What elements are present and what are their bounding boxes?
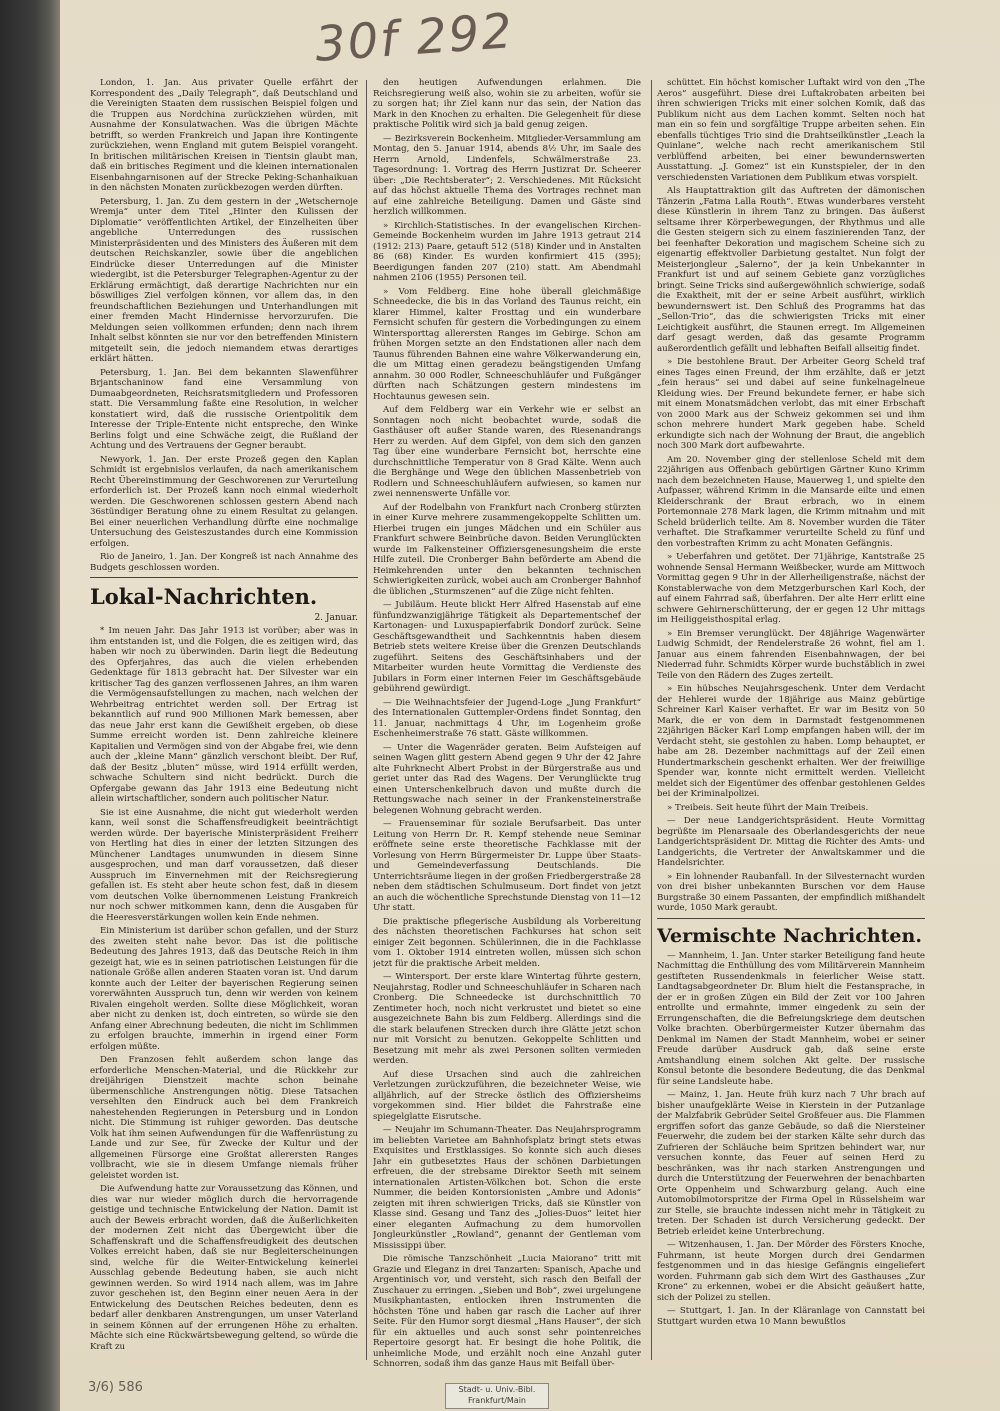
section-heading-lokal: Lokal-Nachrichten. (90, 584, 318, 609)
article: » Ein hübsches Neujahrsgeschenk. Unter dem Verdacht der Hehlerei wurde der 18jährige aus Mainz gebürtige Schreiner Karl Kaiser verhaftet. Er war im Besitz von 50 Mark, die er von dem in Darmstadt festgenommenen 22jährigen Bäcker Karl Lomp empfangen haben will, der im Verdacht steht, sie gestohlen zu haben. Lomp behauptet, er habe am 28. Dezember nachmittags auf der Zeil einen Hundertmarkschein geschenkt erhalten. Wer der freiwillige Spender war, konnte nicht ermittelt werden. Vielleicht meldet sich der Eigentümer des offenbar gestohlenen Geldes bei der Kriminalpolizei. (657, 684, 925, 799)
column-rule-2 (651, 80, 652, 1360)
article: Sie ist eine Ausnahme, die nicht gut wiederholt werden kann, weil sonst die Schaffensfreudigkeit beeinträchtigt werden würde. Der bayerische Ministerpräsident Freiherr von Hertling hat dies in einer der letzten Sitzungen des Münchener Landtages unumwunden in diesem Sinne ausgesprochen, und man darf voraussetzen, daß dieser Ausspruch im Einvernehmen mit der Reichsregierung gefallen ist. Es steht aber heute schon fest, daß in diesem vom deutschen Volke übernommenen Leistung Frankreich nur noch schwer mitkommen kann, denn die Ausgaben für die Heeresverstärkungen wollen kein Ende nehmen. (90, 807, 358, 923)
article: Newyork, 1. Jan. Der erste Prozeß gegen den Kaplan Schmidt ist ergebnislos verlaufen, da nach amerikanischem Recht Übereinstimmung der Geschworenen zur Verurteilung erforderlich ist. Der Prozeß kann noch einmal wiederholt werden. Die Geschworenen schlossen gestern Abend nach 36stündiger Beratung ohne zu einem Resultat zu gelangen. Bei einer neuerlichen Verhandlung dürfte eine nochmalige Untersuchung des Geisteszustandes durch eine Kommission erfolgen. (90, 454, 358, 549)
section-divider (657, 918, 925, 919)
article: » Treibeis. Seit heute führt der Main Treibeis. (667, 802, 869, 813)
article: — Der neue Landgerichtspräsident. Heute Vormittag begrüßte im Plenarsaale des Oberlandesgerichts der neue Landgerichtspräsident Dr. Mittag die Richter des Amts- und Landgerichts, die Vertreter der Anwaltskammer und die Handelsrichter. (657, 816, 925, 868)
article: — Wintersport. Der erste klare Wintertag führte gestern, Neujahrstag, Rodler und Schneeschuhläufer in Scharen nach Cronberg. Die Schneedecke ist durchschnittlich 70 Zentimeter hoch, noch nicht verkrustet und bietet so eine ausgezeichnete Bahn bis zum Feldberg. Allerdings sind die die stark belaufenen Strecken durch ihre Glätte jetzt schon nur mit Vorsicht zu benutzen. Gekoppelte Schlitten und Besetzung mit mehr als zwei Personen sollten vermieden werden. (373, 972, 641, 1066)
article: Als Hauptattraktion gilt das Auftreten der dämonischen Tänzerin „Fatma Lalla Routh“. Etwas wunderbares versteht diese Künstlerin in ihrem Tanz zu bringen. Das äußerst seltsame ihrer Körperbewegungen, der Rhythmus und alle die Gesten steigern sich zu einem faszinierenden Tanz, der bei feenhafter Dekoration und magischem Scheine sich zu eigenartig effektvoller Darbietung gestaltet. Nun folgt der Meisterjongleur „Salerno“, der ja kein Unbekannter in Frankfurt ist und auf seinem Gebiete ganz vorzügliches bringt. Seine Tricks sind außergewöhnlich schwierige, sodaß die Exaktheit, mit der er seine Arbeit ausführt, wirklich bewundernswert ist. Den Schluß des Programms hat das „Sellon-Trio“, das die schwierigsten Tricks mit einer Leichtigkeit ausführt, die Staunen erregt. Im Allgemeinen darf gesagt werden, daß das gesamte Programm außerordentlich gefällt und lebhaften Beifall allseitig findet. (657, 186, 925, 354)
article: » Ein Bremser verunglückt. Der 48jährige Wagenwärter Ludwig Schmidt, der Rendelerstraße 26 wohnt, fiel am 1. Januar aus einem fahrenden Eisenbahnwagen, der bei Niederrad fuhr. Schmidts Körper wurde buchstäblich in zwei Teile von den Rädern des Zuges zerteilt. (657, 628, 925, 681)
book-binding (0, 0, 62, 1411)
article: » Vom Feldberg. Eine hohe überall gleichmäßige Schneedecke, die bis in das Vorland des Taunus reicht, ein klarer Himmel, kalter Frosttag und ein wunderbare Fernsicht schufen für gestern die Vorbedingungen zu einem Wintersporttag allerersten Ranges im Gebirge. Schon am frühen Morgen setzte an den Endstationen aller nach dem Taunus führenden Bahnen eine wahre Völkerwanderung ein, die um Mittag einen geradezu beängstigenden Umfang annahm. 30 000 Rodler, Schneeschuhläufer und Fußgänger dürften nach Schätzungen gestern mindestens im Hochtaunus gewesen sein. (373, 286, 641, 402)
article: Am 20. November ging der stellenlose Scheld mit dem 22jährigen aus Offenbach gebürtigen Gärtner Kuno Krimm nach dem bezeichneten Hause, Mauerweg 1, und spielte den Aufpasser, während Krimm in die Mansarde eilte und einen Kleiderschrank der Braut erbrach, wo in einem Portemonnaie 278 Mark lagen, die Krimm mitnahm und mit Scheld brüderlich teilte. Am 8. November wurden die Täter verhaftet. Die Strafkammer verurteilte Scheld zu fünf und den vorbestraften Krimm zu acht Monaten Gefängnis. (657, 454, 925, 549)
article: Auf dem Feldberg war ein Verkehr wie er selbst an Sonntagen noch nicht beobachtet wurde, sodaß die Gasthäuser oft außer Stande waren, des Riesenandrangs Herr zu werden. Auf dem Gipfel, von dem sich den ganzen Tag über eine wunderbare Fernsicht bot, herrschte eine durchschnittliche Temperatur von 8 Grad Kälte. Wenn auch die Berghänge und Wege den üblichen Massenbetrieb von Rodlern und Schneeschuhläufern aufwiesen, so kamen nur zwei nennenswerte Unfälle vor. (373, 405, 641, 499)
article: — Die Weihnachtsfeier der Jugend-Loge „Jung Frankfurt“ des Internationalen Guttempler-Ordens findet Sonntag, den 11. Januar, nachmittags 4 Uhr, im Logenheim große Eschenheimerstraße 76 statt. Gäste willkommen. (373, 697, 641, 739)
handwritten-shelf-number: 30f 292 (313, 3, 516, 73)
article: Die Aufwendung hatte zur Voraussetzung das Können, und dies war nur wieder möglich durch die hervorragende geistige und technische Entwickelung der Nation. Damit ist auch der Beweis erbracht worden, daß die Äußerlichkeiten der modernen Zeit nicht das Übergewicht über die Schaffenskraft und die Schaffensfreudigkeit des deutschen Volkes erreicht haben, daß sie nur Begleiterscheinungen sind, welche für die Weiter-Entwickelung keinerlei Ausschlag gebende Bedeutung haben, sie auch nicht gewinnen werden. So wird 1914 nach allem, was im Jahre zuvor geschehen ist, den Beginn einer neuen Aera in der Entwickelung des Deutschen Reiches bedeuten, denn es bedarf aller denkbaren Anstrengungen, um unser Vaterland in seinem Können auf der errungenen Höhe zu erhalten. Mächte sich eine Rückwärtsbewegung geltend, so würde die Kraft zu (90, 1184, 358, 1352)
stamp-line-1: Stadt- u. Univ.-Bibl. (458, 1385, 536, 1394)
article: » Die bestohlene Braut. Der Arbeiter Georg Scheld traf eines Tages einen Freund, der ihm erzählte, daß er jetzt „fein heraus“ sei und dabei auf seine funkelnagelneue Kleidung wies. Der Freund bekundete ferner, er habe sich mit einem Monatsmädchen verlobt, das mit einer Erbschaft von 2000 Mark aus der Schweiz gekommen sei und ihm schon mehrere hundert Mark gegeben habe. Scheld erkundigte sich nach der Wohnung der Braut, die angeblich noch 300 Mark dort aufbewahrte. (657, 357, 925, 451)
article: — Frauenseminar für soziale Berufsarbeit. Das unter Leitung von Herrn Dr. R. Kempf stehende neue Seminar eröffnete seine erste theoretische Fachklasse mit der Vorlesung von Herrn Bürgermeister Dr. Luppe über Staats- und Gemeindeverfassung Deutschlands. Die Unterrichtsräume liegen in der großen Friedbergerstraße 28 neben dem städtischen Schulmuseum. Dort findet von jetzt an auch die wöchentliche Sprechstunde Dienstag von 11—12 Uhr statt. (373, 819, 641, 913)
article: Auf diese Ursachen sind auch die zahlreichen Verletzungen zurückzuführen, die bezeichneter Weise, wie alljährlich, auf der Strecke östlich des Offiziersheims vorgekommen sind. Hier bildet die Fahrstraße eine spiegelglatte Eisrutsche. (373, 1069, 641, 1122)
column-3 (657, 78, 925, 1378)
article: Rio de Janeiro, 1. Jan. Der Kongreß ist nach Annahme des Budgets geschlossen worden. (90, 552, 358, 573)
article: — Mainz, 1. Jan. Heute früh kurz nach 7 Uhr brach auf bisher unaufgeklärte Weise in Kierstein in der Putzanlage der Malzfabrik Gebrüder Seitel Großfeuer aus. Die Flammen ergriffen sofort das ganze Gebäude, so daß die Niersteiner Feuerwehr, die zudem bei der starken Kälte sehr durch das Zufrieren der Schläuche beim Spritzen behindert war, nur versuchen konnte, das Feuer auf seinen Herd zu beschränken, was ihr nach starken Anstrengungen und durch die Unterstützung der Feuerwehren der benachbarten Orte Oppenheim und Schwarzburg gelang. Auch eine Automobilmotorspritze der Firma Opel in Rüsselsheim war zur Stelle, sie brauchte indessen nicht mehr in Tätigkeit zu treten. Der Schaden ist durch Versicherung gedeckt. Der Betrieb erleidet keine Unterbrechung. (657, 1090, 925, 1237)
article: — Witzenhausen, 1. Jan. Der Mörder des Försters Knoche, Fuhrmann, ist heute Morgen durch drei Gendarmen festgenommen und in das hiesige Gefängnis eingeliefert worden. Fuhrmann gab sich dem Wirt des Gasthauses „Zur Krone“ zu erkennen, wobei er die Absicht geäußert hatte, sich der Polizei zu stellen. (657, 1240, 925, 1303)
column-rule-1 (366, 80, 367, 1360)
section-date: 2. Januar. (314, 613, 358, 623)
article: Petersburg, 1. Jan. Bei dem bekannten Slawenführer Brjantschaninow fand eine Versammlung von Dumaabgeordneten, Reichsratsmitgliedern und Professoren statt. Die Versammlung faßte eine Resolution, in welcher konstatiert wird, daß die russische Orientpolitik dem Interesse der Triple-Entente nicht entspreche, den Winke Berlins folgt und eine Schwäche zeigt, die Rußland der Achtung und des Vertrauens der Gegner beraubt. (90, 367, 358, 451)
library-stamp (445, 1383, 549, 1409)
article: Die praktische pflegerische Ausbildung als Vorbereitung des nächsten theoretischen Fachkurses hat schon seit einiger Zeit begonnen. Schülerinnen, die in die Fachklasse vom 1. Oktober 1914 eintreten wollen, müssen sich schon jetzt für die praktische Arbeit melden. (373, 916, 641, 969)
article: — Stuttgart, 1. Jan. In der Kläranlage von Cannstatt bei Stuttgart wurden etwa 10 Mann bewußtlos (657, 1306, 925, 1327)
article: — Mannheim, 1. Jan. Unter starker Beteiligung fand heute Nachmittag die Enthüllung des vom Militärverein Mannheim gestifteten Russendenkmals in feierlicher Weise statt. Landtagsabgeordneter Dr. Blum hielt die Festansprache, in der er in großen Zügen ein Bild der Zeit vor 100 Jahren entrollte und ermahnte, immer eingedenk zu sein der Errungenschaften, die die Befreiungskriege dem deutschen Volke brachten. Oberbürgermeister Kutzer übernahm das Denkmal im Namen der Stadt Mannheim, wobei er seiner Freude darüber Ausdruck gab, daß seine erste Amtshandlung einem solchen Akt gelte. Der russische Konsul betonte die besondere Bedeutung, die das Denkmal für seine Landsleute habe. (657, 950, 925, 1087)
article: Auf der Rodelbahn von Frankfurt nach Cronberg stürzten in einer Kurve mehrere zusammengekoppelte Schlitten um. Hierbei trugen ein junges Mädchen und ein Schüler aus Frankfurt schwere Beinbrüche davon. Beiden Verunglückten wurde im Falkensteiner Offiziersgenesungsheim die erste Hilfe zuteil. Die Cronberger Bahn beförderte am Abend die Heimkehrenden unter den bekannten technischen Schwierigkeiten zurück, wobei auch am Cronberger Bahnhof die üblichen „Sturmszenen“ auf die Züge nicht fehlten. (373, 502, 641, 597)
article: London, 1. Jan. Aus privater Quelle erfährt der Korrespondent des „Daily Telegraph“, daß Deutschland und die Vereinigten Staaten dem russischen Beispiel folgen und die Truppen aus Nordchina zurückziehen würden, mit Ausnahme der Konsulatwachen. Was die übrigen Mächte betrifft, so werden Frankreich und Japan ihre Kontingente zurückziehen, wenn England mit gutem Beispiel vorangeht. In britischen militärischen Kreisen in Tientsin glaubt man, daß ein britisches Regiment und die kleinen internationalen Eisenbahngarnisonen auf der Strecke Peking-Schanhaikuan in den nächsten Monaten zurückbezogen werden dürften. (90, 78, 358, 193)
article: Ein Ministerium ist darüber schon gefallen, und der Sturz des zweiten steht nahe bevor. Das ist die politische Bedeutung des Jahres 1913, daß das Deutsche Reich in ihm gezeigt hat, wie es in seinen patriotischen Leistungen für die nationale Größe allen anderen Staaten voran ist. Und darum konnte auch der Leiter der bayerischen Regierung seinen vorerwähnten Ausspruch tun, denn wir werden von keinem Rivalen eingeholt werden. Sollte diese Möglichkeit, woran aber nicht zu denken ist, doch eintreten, so würde sie den Anfang einer Abrechnung bedeuten, die nicht im Schlimmen zu erfolgen brauchte, immerhin in irgend einer Form erfolgen müßte. (90, 926, 358, 1052)
article: Die römische Tanzschönheit „Lucia Maiorano“ tritt mit Grazie und Eleganz in drei Tanzarten: Spanisch, Apache und Argentinisch vor, und versteht, sich rasch den Beifall der Zuschauer zu erringen. „Sieben und Bob“, zwei urgelungene Musikphantasten, entlocken ihren Instrumenten die höchsten Töne und haben gar rasch die Lacher auf ihrer Seite. Für den Humor sorgt diesmal „Hans Hauser“, der sich für ein aktuelles und auch sonst sehr pointenreiches Repertoire gesorgt hat. Er besingt die hohe Politik, die unheimliche Mode, und erzählt noch eine Anzahl guter Schnorren, sodaß ihm das ganze Haus mit Beifall über- (373, 1254, 641, 1369)
article: — Neujahr im Schumann-Theater. Das Neujahrsprogramm im beliebten Varietee am Bahnhofsplatz bringt stets etwas Exquisites und Erstklassiges. So konnte sich auch dieses Jahr ein gutbesetztes Haus der schönen Darbietungen erfreuen, die der strebsame Direktor Seeth mit seinem internationalen Artisten-Völkchen bot. Schon die erste Nummer, die beiden Kontorsionisten „Ambre und Adonis“ zeigten mit ihren schwierigen Tricks, daß sie Künstler von Klasse sind. Gesang und Tanz des „Jolies-Duos“ leitet hier einer eleganten Aufmachung zu dem humorvollen Jongleurkünstler „Rowland“, genannt der Gentleman vom Mississippi über. (373, 1125, 641, 1251)
article: — Unter die Wagenräder geraten. Beim Aufsteigen auf seinen Wagen glitt gestern Abend gegen 9 Uhr der 42 Jahre alte Fuhrknecht Albert Probst in der Bürgerstraße aus und geriet unter das Rad des Wagens. Der Verunglückte trug einen Unterschenkelbruch davon und mußte durch die Rettungswache nach seiner in der Frankensteinerstraße belegenen Wohnung gebracht werden. (373, 742, 641, 816)
article: » Kirchlich-Statistisches. In der evangelischen Kirchen-Gemeinde Bockenheim wurden im Jahre 1913 getraut 214 (1912: 213) Paare, getauft 512 (518) Kinder und in Anstalten 86 (68) Kinder. Es wurden konfirmiert 415 (395); Beerdigungen fanden 207 (210) statt. Am Abendmahl nahmen 2106 (1955) Personen teil. (373, 220, 641, 283)
article: den heutigen Aufwendungen erlahmen. Die Reichsregierung weiß also, wohin sie zu arbeiten, wofür sie zu sorgen hat; ihr Ziel kann nur das sein, der Nation das Mark in den Knochen zu erhalten. Die Gelegenheit für diese praktische Politik wird sich ja bald genug zeigen. (373, 78, 641, 130)
stamp-line-2: Frankfurt/Main (467, 1396, 527, 1405)
article: schüttet. Ein höchst komischer Luftakt wird von den „The Aeros“ ausgeführt. Diese drei Luftakrobaten arbeiten bei ihren schwierigen Tricks mit einer solchen Komik, daß das Publikum nicht aus dem Lachen kommt. Selten noch hat man ein so fein und sorgfältige Truppe arbeiten sehen. Ein ebenfalls tüchtiges Trio sind die Drahtseilkünstler „Leach la Quinlane“, welche nach recht amerikanischem Stil verblüffend arbeiten, bei einer bewundernswerten Ausstattung. „J. Gomez“ ist ein Kunstspieler, der in den verschiedensten Variationen dem Publikum etwas vorspielt. (657, 78, 925, 183)
article: — Jubiläum. Heute blickt Herr Alfred Hasenstab auf eine fünfundzwanzigjährige Tätigkeit als Departementschef der Kartonagen- und Luxuspapierfabrik Dondorf zurück. Seine Geschäftsgewandtheit und Sachkenntnis haben diesem Betrieb stets weitere Kreise über die Grenzen Deutschlands zugeführt. Seitens des Geschäftsinhabers und der Mitarbeiter wurden heute Vormittag die Verdienste des Jubilars in Form einer internen Feier im Geschäftsgebäude gebührend gewürdigt. (373, 600, 641, 694)
article: Petersburg, 1. Jan. Zu dem gestern in der „Wetschernoje Wremja“ unter dem Titel „Hinter den Kulissen der Diplomatie“ veröffentlichten Artikel, der Einzelheiten über angebliche Unterredungen des russischen Ministerpräsidenten und des Ministers des Äußeren mit dem deutschen Reichskanzler, sowie über die angeblichen Eindrücke dieser Unterredungen auf die Minister wiedergibt, ist die Petersburger Telegraphen-Agentur zu der Erklärung ermächtigt, daß derartige Nachrichten nur ein böswilliges Ziel verfolgen können, vor allem das, in den freundschaftlichen Beziehungen und Unterhandlungen mit einer fremden Macht Hindernisse hervorzurufen. Die Meldungen seien vollkommen erfunden; denn nach ihrem Inhalt selbst könnten sie nur vor den betreffenden Ministern mitgeteilt sein, die jedoch niemandem etwas derartiges erklärt hätten. (90, 196, 358, 364)
section-heading-vermischte: Vermischte Nachrichten. (657, 924, 922, 947)
article: — Bezirksverein Bockenheim. Mitglieder-Versammlung am Montag, den 5. Januar 1914, abends 8½ Uhr, im Saale des Herrn Arnold, Lindenfels, Schwälmerstraße 23. Tagesordnung: 1. Vortrag des Herrn Justizrat Dr. Scheerer über: „Die Rechtsberater“; 2. Verschiedenes. Mit Rücksicht auf das höchst aktuelle Thema des Vortrages rechnet man auf eine zahlreiche Beteiligung. Damen und Gäste sind herzlich willkommen. (373, 133, 641, 217)
article: * Im neuen Jahr. Das Jahr 1913 ist vorüber; aber was in ihm entstanden ist, und die Folgen, die es zeitigen wird, das haben wir noch zu überwinden. Darin liegt die Bedeutung des Opferjahres, das auch die vielen erhebenden Gedenktage für 1813 gebracht hat. Der Silvester war ein kritischer Tag des ganzen verflossenen Jahres, an ihm waren die Vermögensaufstellungen zu machen, nach welchen der Wehrbeitrag entrichtet werden soll. Der Ertrag ist bekanntlich auf rund 900 Millionen Mark bemessen, aber das neue Jahr erst kann die Gewißheit ergeben, ob diese Summe erreicht worden ist. Denn zahlreiche kleinere Kapitalien und Vermögen sind von der Abgabe frei, wie denn auch der „kleine Mann“ gänzlich verschont bleibt. Der Ruf, daß der Besitz „bluten“ müsse, wird 1914 erfüllt werden, schwache Schultern sind nicht bedrückt. Durch die Opfergabe gewann das Jahr 1913 eine Bedeutung nicht allein wirtschaftlicher, sondern auch politischer Natur. (90, 626, 358, 804)
article: » Ueberfahren und getötet. Der 71jährige, Kantstraße 25 wohnende Sensal Hermann Weißbecker, wurde am Mittwoch Vormittag gegen 9 Uhr in der Allerheiligenstraße, nächst der Konstablerwache von dem Metzgerburschen Karl Koch, der auf einem Fahrrad saß, überfahren. Der alte Herr erlitt eine schwere Gehirnerschütterung, der er gegen 12 Uhr mittags im Heiliggeisthospital erlag. (657, 552, 925, 625)
column-2 (373, 78, 641, 1378)
section-divider (90, 577, 358, 578)
handwritten-call-mark: 3/6) 586 (88, 1380, 143, 1395)
article: Den Franzosen fehlt außerdem schon lange das erforderliche Menschen-Material, und die Rückkehr zur dreijährigen Dienstzeit machte schon beinahe übermenschliche Anstrengungen nötig. Diese Tatsachen versehlten den Eindruck auch bei dem Frankreich nahestehenden Regierungen in Petersburg und in London nicht. Die Stimmung ist ruhiger geworden. Das deutsche Volk hat ihm seinen Aufwendungen für die Waffenrüstung zu Lande und zur See, für Zwecke der Kultur und der allgemeinen Fürsorge eine Großtat allerersten Ranges vollbracht, wie sie in diesem Umfange niemals früher geleistet worden ist. (90, 1055, 358, 1181)
column-1 (90, 78, 358, 1378)
article: » Ein lohnender Raubanfall. In der Silvesternacht wurden von drei bisher unbekannten Burschen vor dem Hause Burgstraße 30 einem Passanten, der empfindlich mißhandelt wurde, 1050 Mark geraubt. (657, 871, 925, 913)
